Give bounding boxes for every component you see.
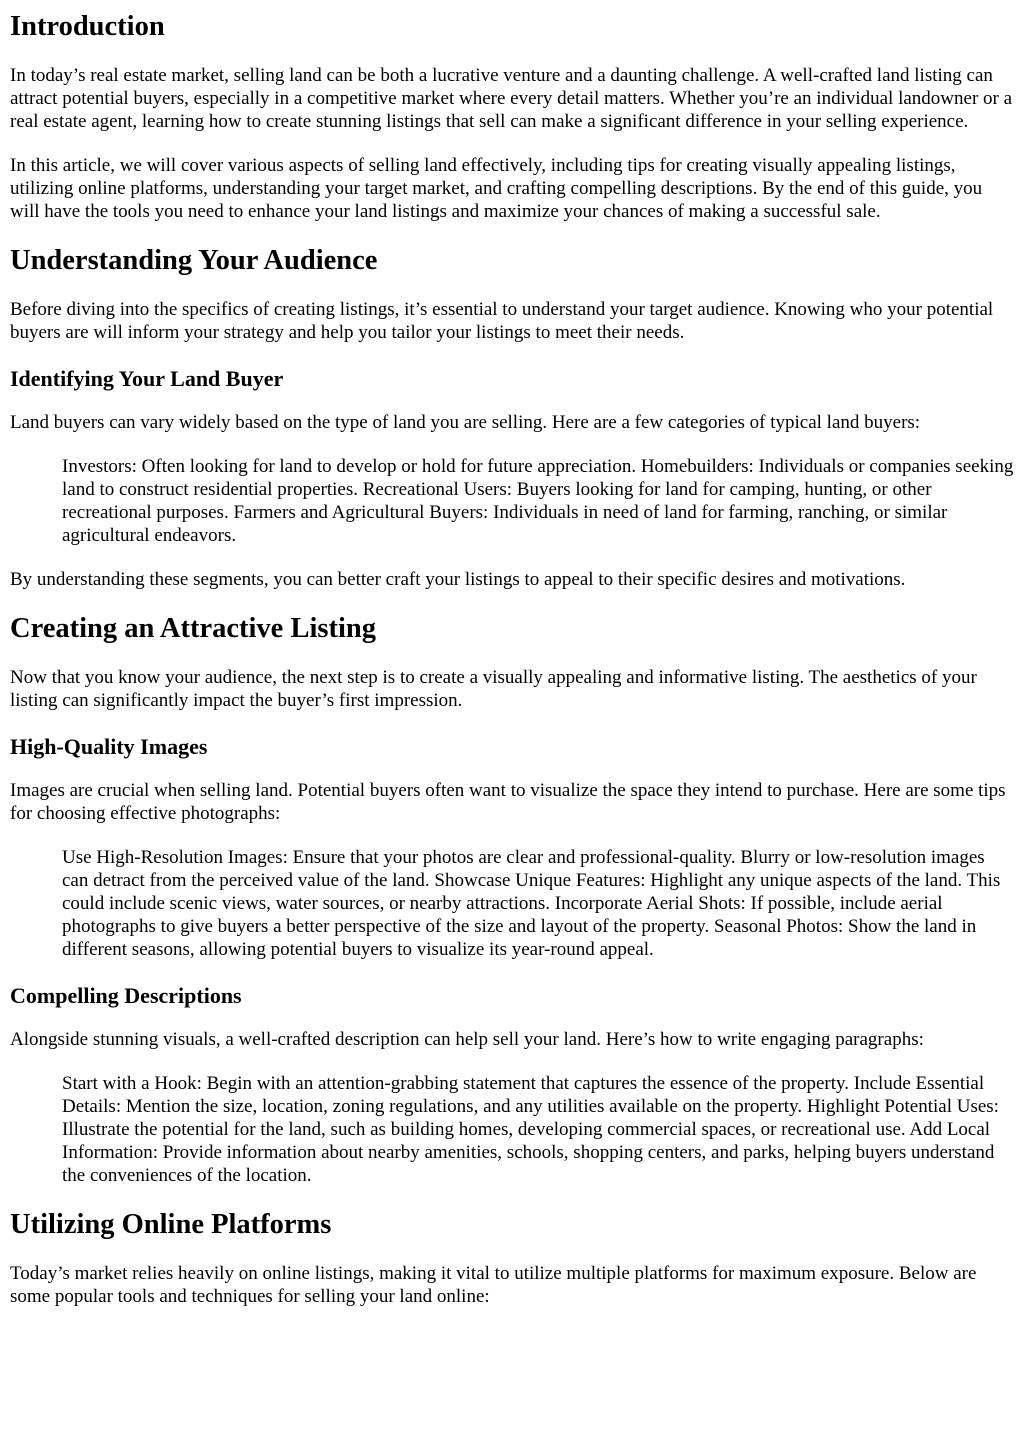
heading-creating-listing: Creating an Attractive Listing	[10, 613, 376, 644]
subheading-high-quality-images: High-Quality Images	[10, 734, 208, 759]
paragraph: By understanding these segments, you can better craft your listings to appeal to their specific desires and motivations.	[10, 569, 906, 590]
paragraph: Now that you know your audience, the next step is to create a visually appealing and informative listing. The aesthetics of your listing can significantly impact the buyer’s first impression.	[10, 667, 977, 711]
paragraph: In this article, we will cover various aspects of selling land effectively, including tips for creating visually appealing listings, utilizing online platforms, understanding your target market, and crafting compelling descriptions. By the end of this guide, you will have the tools you need to enhance your land listings and maximize your chances of making a successful sale.	[10, 155, 983, 222]
heading-online-platforms: Utilizing Online Platforms	[10, 1209, 332, 1240]
paragraph: Images are crucial when selling land. Potential buyers often want to visualize the space they intend to purchase. Here are some tips for choosing effective photographs:	[10, 780, 1006, 824]
subheading-identifying-buyer: Identifying Your Land Buyer	[10, 366, 284, 391]
buyer-categories-quote: Investors: Often looking for land to develop or hold for future appreciation. Homebuilders: Individuals or companies seeking land to construct residential properties. Recreational Users: Buyers looking for land for camping, hunting, or other recreational purposes. Farmers and Agricultural Buyers: Individuals in need of land for farming, ranching, or similar agricultural endeavors.	[62, 456, 1014, 546]
paragraph: In today’s real estate market, selling land can be both a lucrative venture and a daunting challenge. A well-crafted land listing can attract potential buyers, especially in a competitive market where every detail matters. Whether you’re an individual landowner or a real estate agent, learning how to create stunning listings that sell can make a significant difference in your selling experience.	[10, 65, 1013, 132]
image-tips-quote: Use High-Resolution Images: Ensure that your photos are clear and professional-quality. Blurry or low-resolution images can detract from the perceived value of the land. Showcase Unique Features: Highlight any unique aspects of the land. This could include scenic views, water sources, or nearby attractions. Incorporate Aerial Shots: If possible, include aerial photographs to give buyers a better perspective of the size and layout of the property. Seasonal Photos: Show the land in different seasons, allowing potential buyers to visualize its year-round appeal.	[62, 847, 1001, 960]
heading-introduction: Introduction	[10, 11, 165, 42]
heading-understanding-audience: Understanding Your Audience	[10, 245, 378, 276]
subheading-compelling-descriptions: Compelling Descriptions	[10, 983, 242, 1008]
paragraph: Land buyers can vary widely based on the type of land you are selling. Here are a few categories of typical land buyers:	[10, 412, 921, 433]
paragraph: Today’s market relies heavily on online listings, making it vital to utilize multiple platforms for maximum exposure. Below are some popular tools and techniques for selling your land online:	[10, 1263, 977, 1307]
paragraph: Before diving into the specifics of creating listings, it’s essential to understand your target audience. Knowing who your potential buyers are will inform your strategy and help you tailor your listings to meet their needs.	[10, 299, 994, 343]
paragraph: Alongside stunning visuals, a well-crafted description can help sell your land. Here’s how to write engaging paragraphs:	[10, 1029, 924, 1050]
article	[0, 10, 1024, 1308]
description-tips-quote: Start with a Hook: Begin with an attention-grabbing statement that captures the essence of the property. Include Essential Details: Mention the size, location, zoning regulations, and any utilities available on the property. Highlight Potential Uses: Illustrate the potential for the land, such as building homes, developing commercial spaces, or recreational use. Add Local Information: Provide information about nearby amenities, schools, shopping centers, and parks, helping buyers understand the conveniences of the location.	[62, 1073, 999, 1186]
